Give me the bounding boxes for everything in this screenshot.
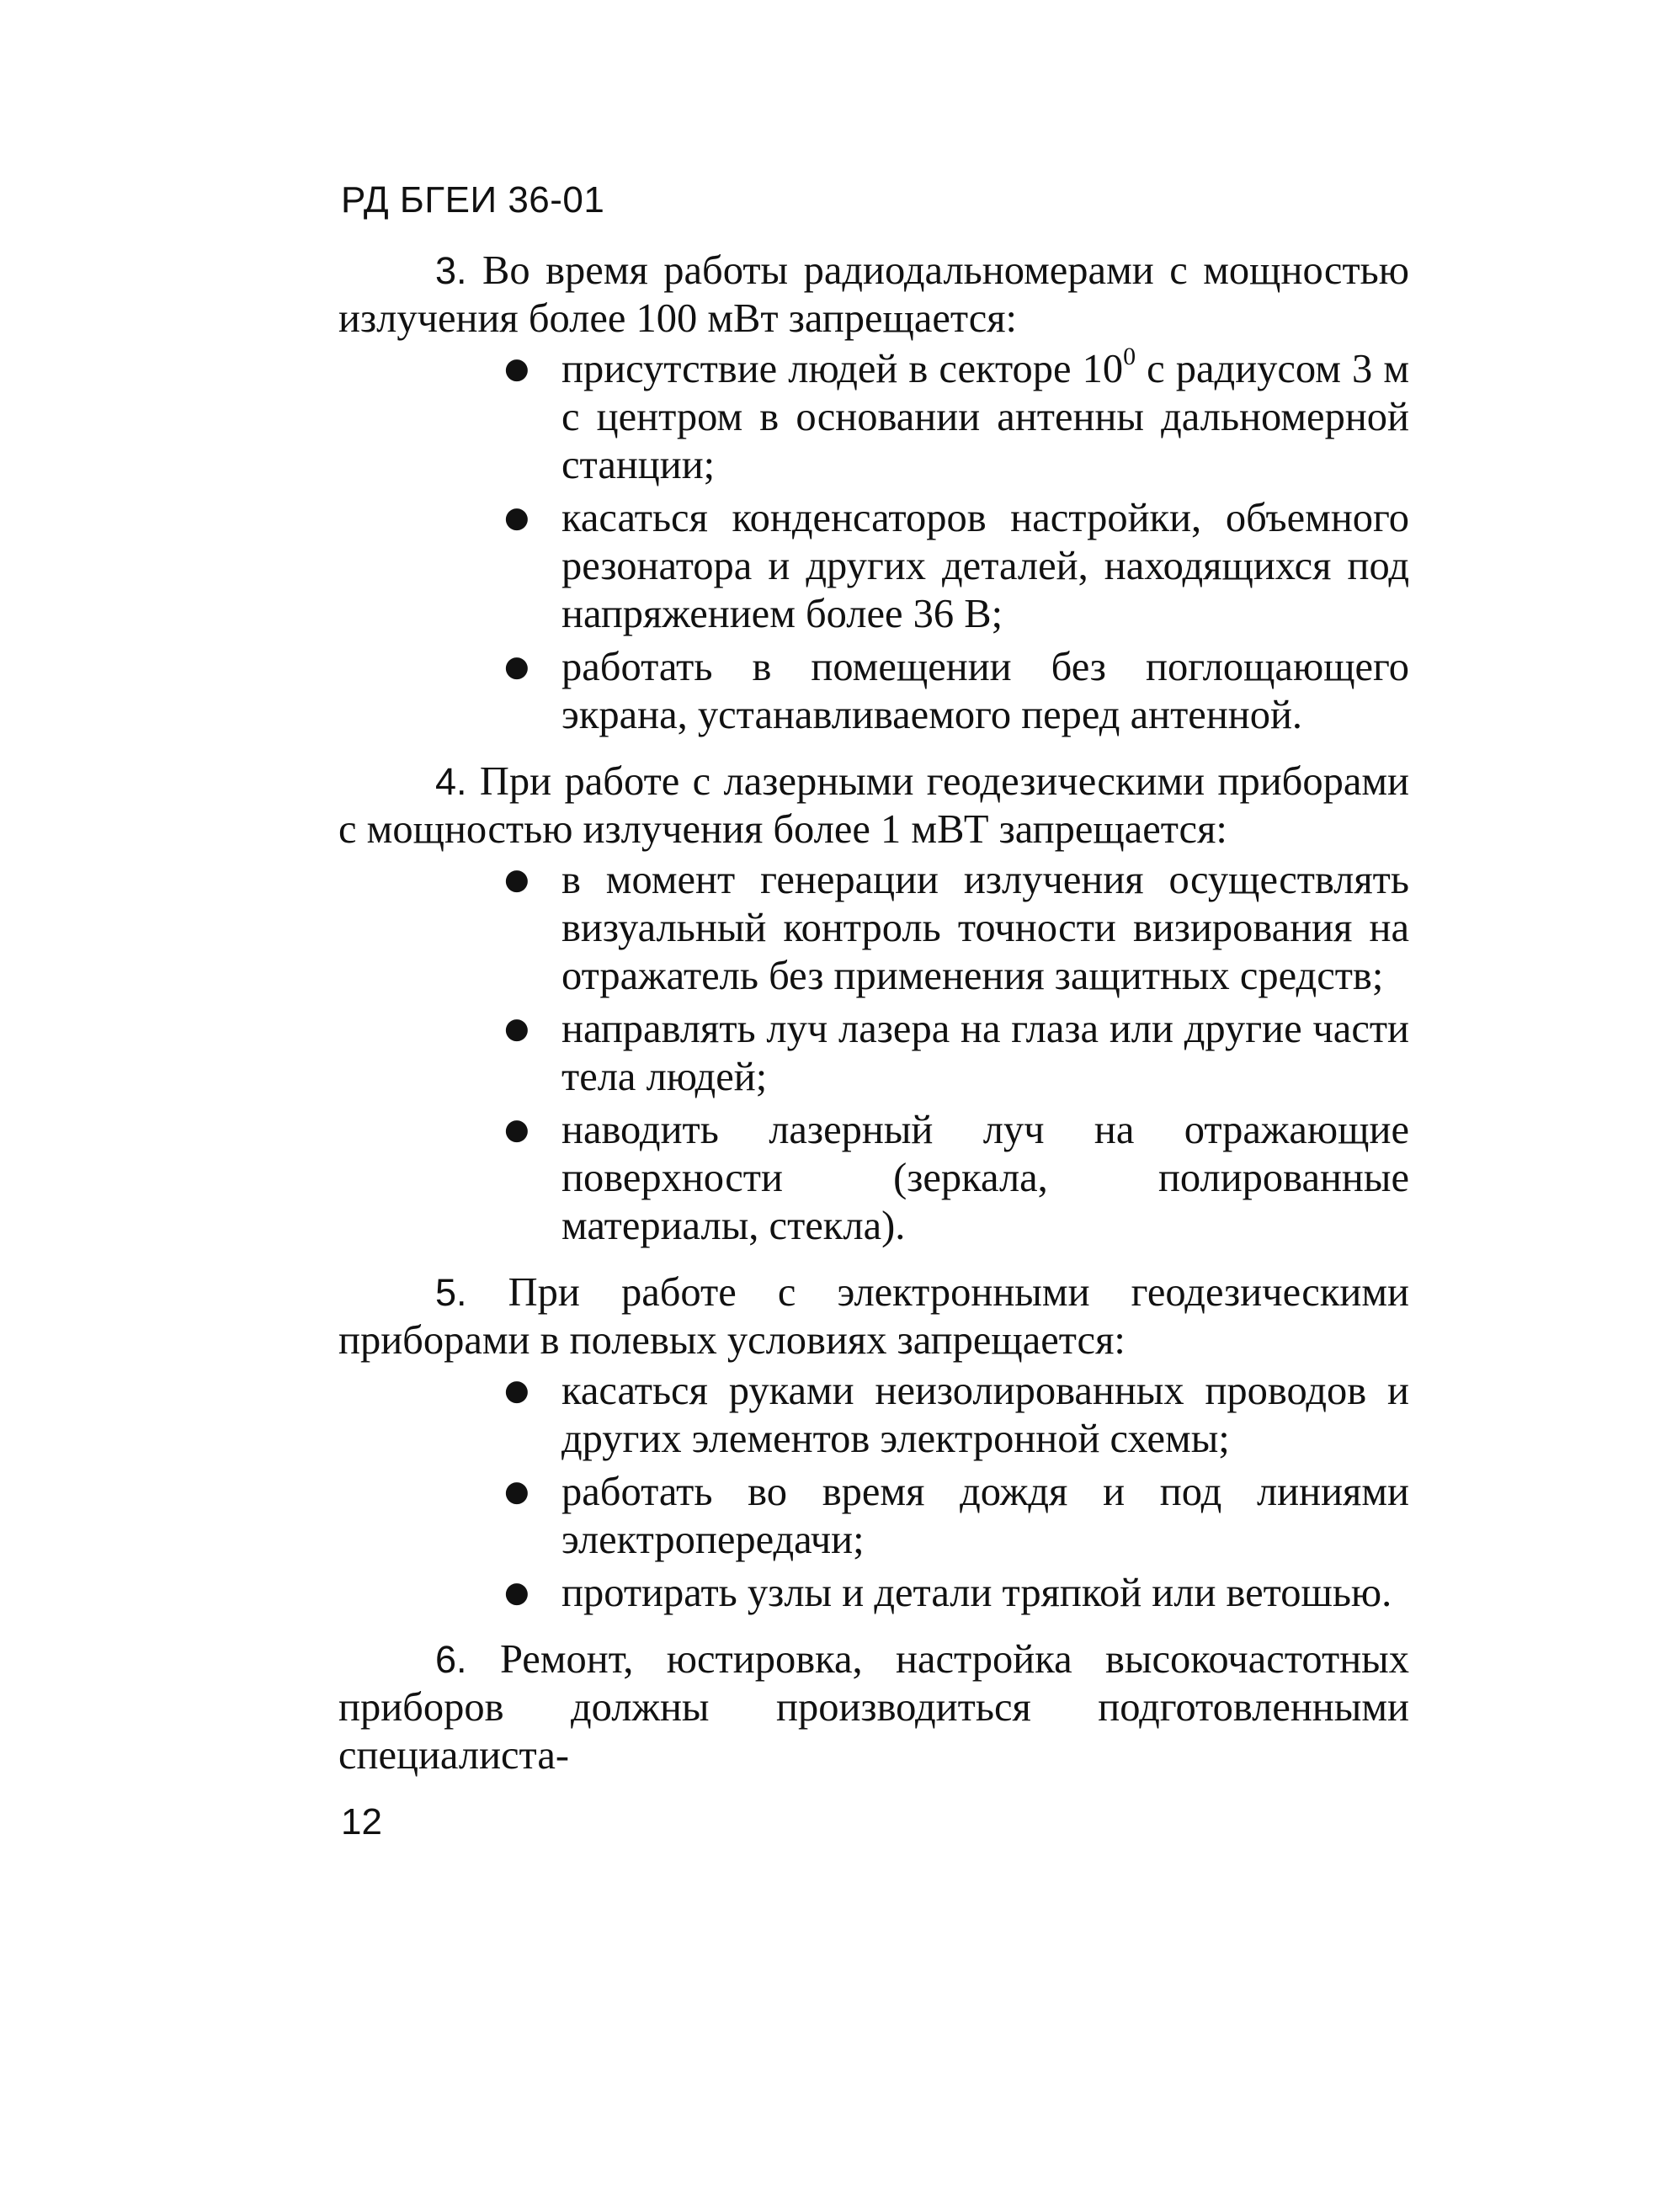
document-header: РД БГЕИ 36-01: [341, 179, 605, 221]
list-item: [504, 1005, 1409, 1101]
bullet-icon: ●: [504, 1576, 530, 1609]
list-item: [504, 856, 1409, 1000]
paragraph-5: [338, 1268, 1409, 1364]
list-item-text: работать во время дождя и под линиями электропередачи;: [561, 1470, 1409, 1562]
list-item: [504, 1106, 1409, 1250]
list-item-text: работать в помещении без поглощающего экрана, устанавливаемого перед антенной.: [561, 645, 1409, 737]
list-item: [504, 1468, 1409, 1564]
list-item-text: касаться руками неизолированных проводов и других элементов электронной схемы;: [561, 1369, 1409, 1461]
list-item: [504, 494, 1409, 638]
bullet-icon: ●: [504, 501, 530, 534]
paragraph-text: Ремонт, юстировка, настройка высокочастотных приборов должны производиться подготовленными специалиста-: [338, 1637, 1409, 1778]
bullet-icon: ●: [504, 1475, 530, 1508]
list-item-text: с радиусом 3 м с центром в основании антенны дальномерной станции;: [561, 347, 1410, 487]
paragraph-number: 6.: [435, 1638, 467, 1681]
list-item-text: наводить лазерный луч на отражающие поверхности (зеркала, полированные материалы, стекла).: [561, 1108, 1409, 1248]
list-item: [504, 1367, 1409, 1463]
page-number: 12: [341, 1801, 382, 1842]
paragraph-text: Во время работы радиодальномерами с мощностью излучения более 100 мВт запрещается:: [338, 248, 1409, 341]
list-item-text: в момент генерации излучения осуществлять визуальный контроль точности визирования на отражатель без применения защитных средств;: [561, 858, 1409, 998]
list-item-text: протирать узлы и детали тряпкой или ветошью.: [561, 1571, 1392, 1615]
bullet-icon: ●: [504, 650, 530, 683]
bullet-icon: ●: [504, 1113, 530, 1146]
list-item-text: присутствие людей в секторе 10: [561, 347, 1124, 391]
list-item: [504, 342, 1410, 489]
paragraph-3: [338, 247, 1409, 343]
prohibition-list-3: [338, 342, 1410, 739]
list-item-text: касаться конденсаторов настройки, объемного резонатора и других деталей, находящихся под напряжением более 36 В;: [561, 496, 1409, 636]
paragraph-number: 5.: [435, 1271, 467, 1314]
superscript: 0: [1123, 342, 1136, 370]
prohibition-list-4: [338, 856, 1409, 1250]
document-body: [338, 247, 1409, 1779]
paragraph-text: При работе с лазерными геодезическими приборами с мощностью излучения более 1 мВТ запрещается:: [338, 759, 1410, 852]
bullet-icon: ●: [504, 352, 530, 386]
paragraph-4: [338, 758, 1409, 853]
list-item: [504, 643, 1409, 739]
paragraph-text: При работе с электронными геодезическими приборами в полевых условиях запрещается:: [338, 1270, 1409, 1363]
bullet-icon: ●: [504, 1012, 530, 1045]
paragraph-6: [338, 1635, 1409, 1779]
prohibition-list-5: [338, 1367, 1409, 1617]
bullet-icon: ●: [504, 863, 530, 896]
paragraph-number: 3.: [435, 249, 467, 292]
paragraph-number: 4.: [435, 760, 467, 803]
list-item-text: направлять луч лазера на глаза или другие части тела людей;: [561, 1007, 1409, 1099]
bullet-icon: ●: [504, 1374, 530, 1407]
list-item: [504, 1569, 1409, 1617]
